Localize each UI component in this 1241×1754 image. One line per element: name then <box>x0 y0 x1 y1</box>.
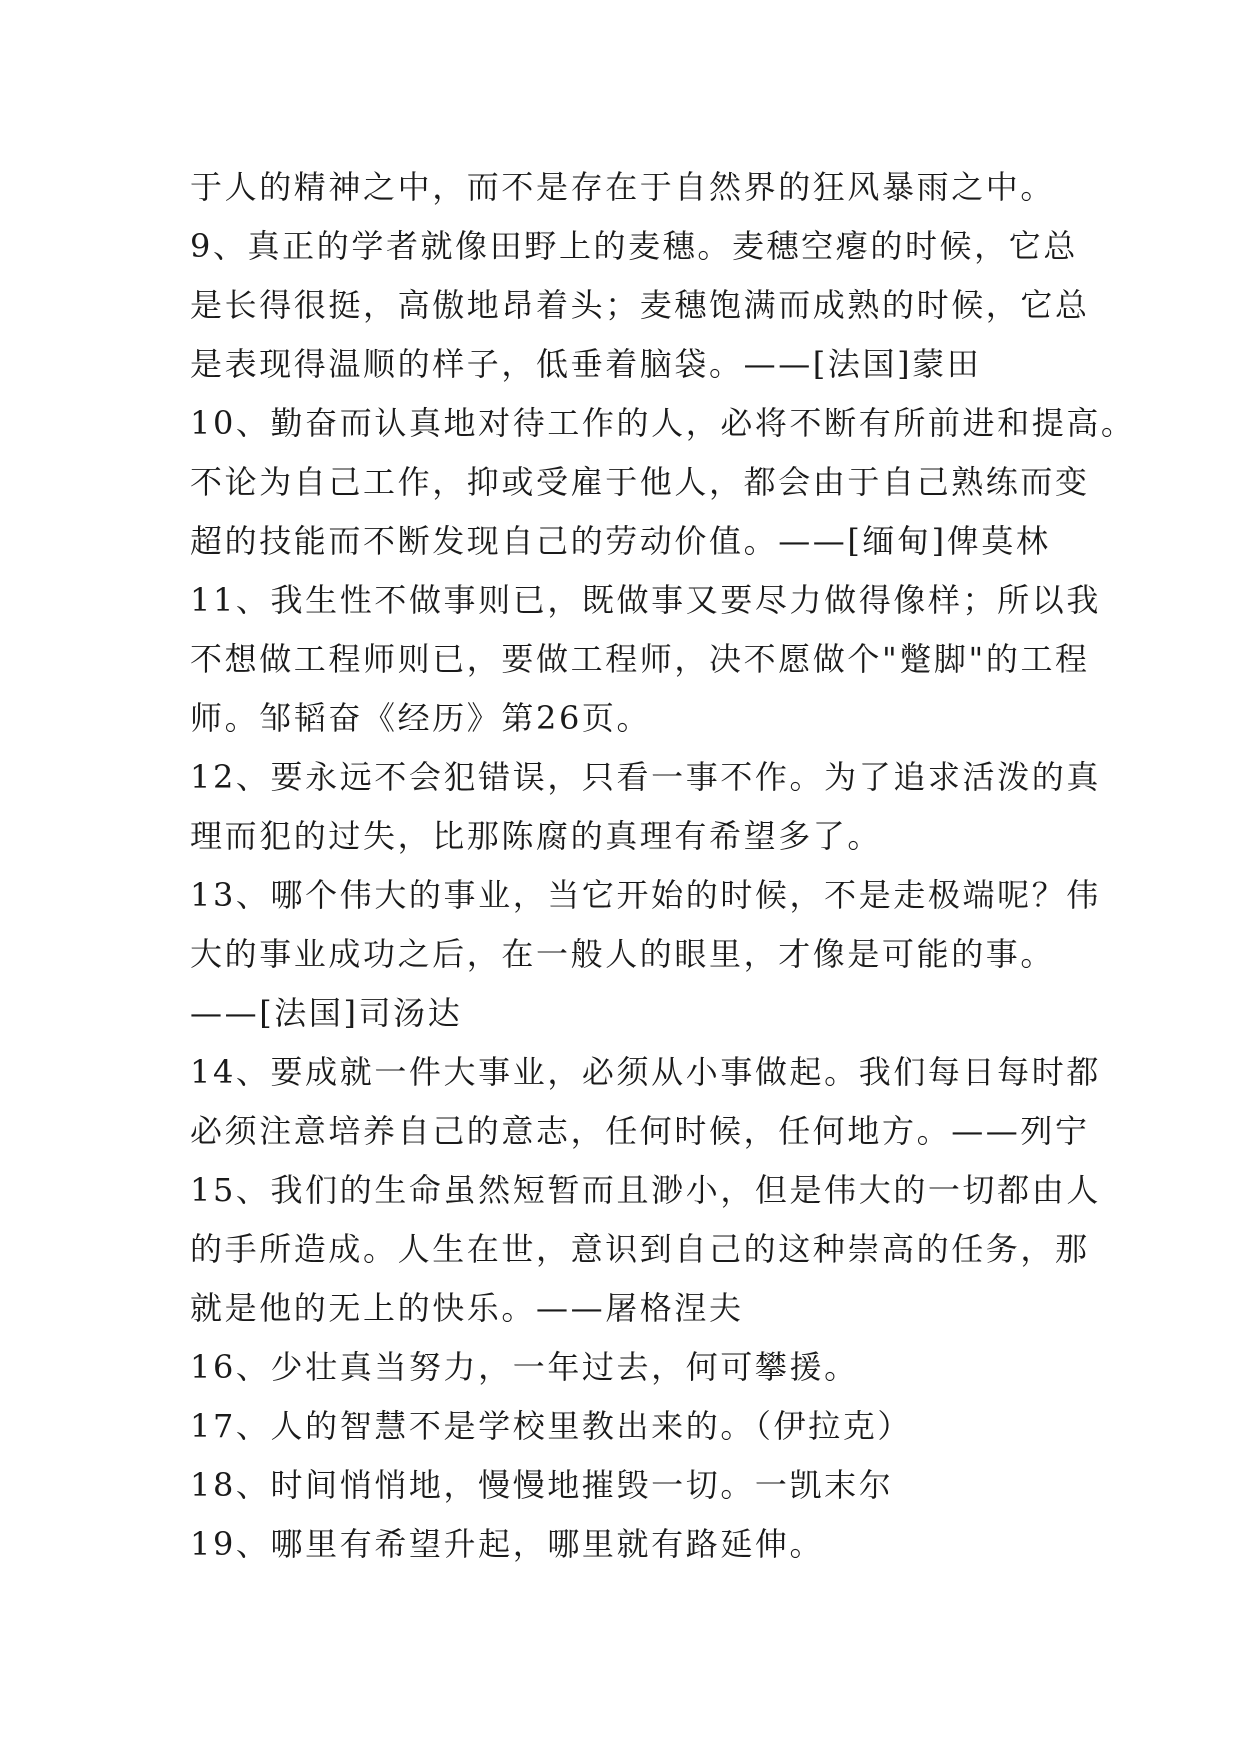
text-line: 18、时间悄悄地，慢慢地摧毁一切。一凯末尔 <box>190 1466 894 1504</box>
text-line: 的手所造成。人生在世，意识到自己的这种崇高的任务，那 <box>190 1230 1090 1268</box>
text-line: 16、少壮真当努力，一年过去，何可攀援。 <box>190 1348 859 1386</box>
text-line: 15、我们的生命虽然短暂而且渺小，但是伟大的一切都由人 <box>190 1171 1101 1209</box>
text-line: 就是他的无上的快乐。——屠格涅夫 <box>190 1289 744 1327</box>
text-line: 10、勤奋而认真地对待工作的人，必将不断有所前进和提高。 <box>190 404 1136 442</box>
text-line: 19、哪里有希望升起，哪里就有路延伸。 <box>190 1525 825 1563</box>
text-line: 理而犯的过失，比那陈腐的真理有希望多了。 <box>190 817 883 855</box>
text-line: 14、要成就一件大事业，必须从小事做起。我们每日每时都 <box>190 1053 1101 1091</box>
text-line: 不论为自己工作，抑或受雇于他人，都会由于自己熟练而变 <box>190 463 1090 501</box>
text-line: 于人的精神之中，而不是存在于自然界的狂风暴雨之中。 <box>190 168 1056 206</box>
text-line: 9、真正的学者就像田野上的麦穗。麦穗空瘪的时候，它总 <box>190 227 1078 265</box>
text-line: 是长得很挺，高傲地昂着头；麦穗饱满而成熟的时候，它总 <box>190 286 1090 324</box>
text-line: 13、哪个伟大的事业，当它开始的时候，不是走极端呢？伟 <box>190 876 1101 914</box>
text-line: 超的技能而不断发现自己的劳动价值。——[缅甸]俾莫林 <box>190 522 1051 560</box>
text-line: 12、要永远不会犯错误，只看一事不作。为了追求活泼的真 <box>190 758 1101 796</box>
text-line: 11、我生性不做事则已，既做事又要尽力做得像样；所以我 <box>190 581 1101 619</box>
text-line: 必须注意培养自己的意志，任何时候，任何地方。——列宁 <box>190 1112 1090 1150</box>
text-line: 不想做工程师则已，要做工程师，决不愿做个"蹩脚"的工程 <box>190 640 1090 678</box>
text-line: 大的事业成功之后，在一般人的眼里，才像是可能的事。 <box>190 935 1056 973</box>
document-body <box>190 158 1136 1574</box>
text-line: ——[法国]司汤达 <box>190 994 463 1032</box>
text-line: 师。邹韬奋《经历》第26页。 <box>190 699 652 737</box>
text-line: 是表现得温顺的样子，低垂着脑袋。——[法国]蒙田 <box>190 345 982 383</box>
text-line: 17、人的智慧不是学校里教出来的。（伊拉克） <box>190 1407 912 1445</box>
